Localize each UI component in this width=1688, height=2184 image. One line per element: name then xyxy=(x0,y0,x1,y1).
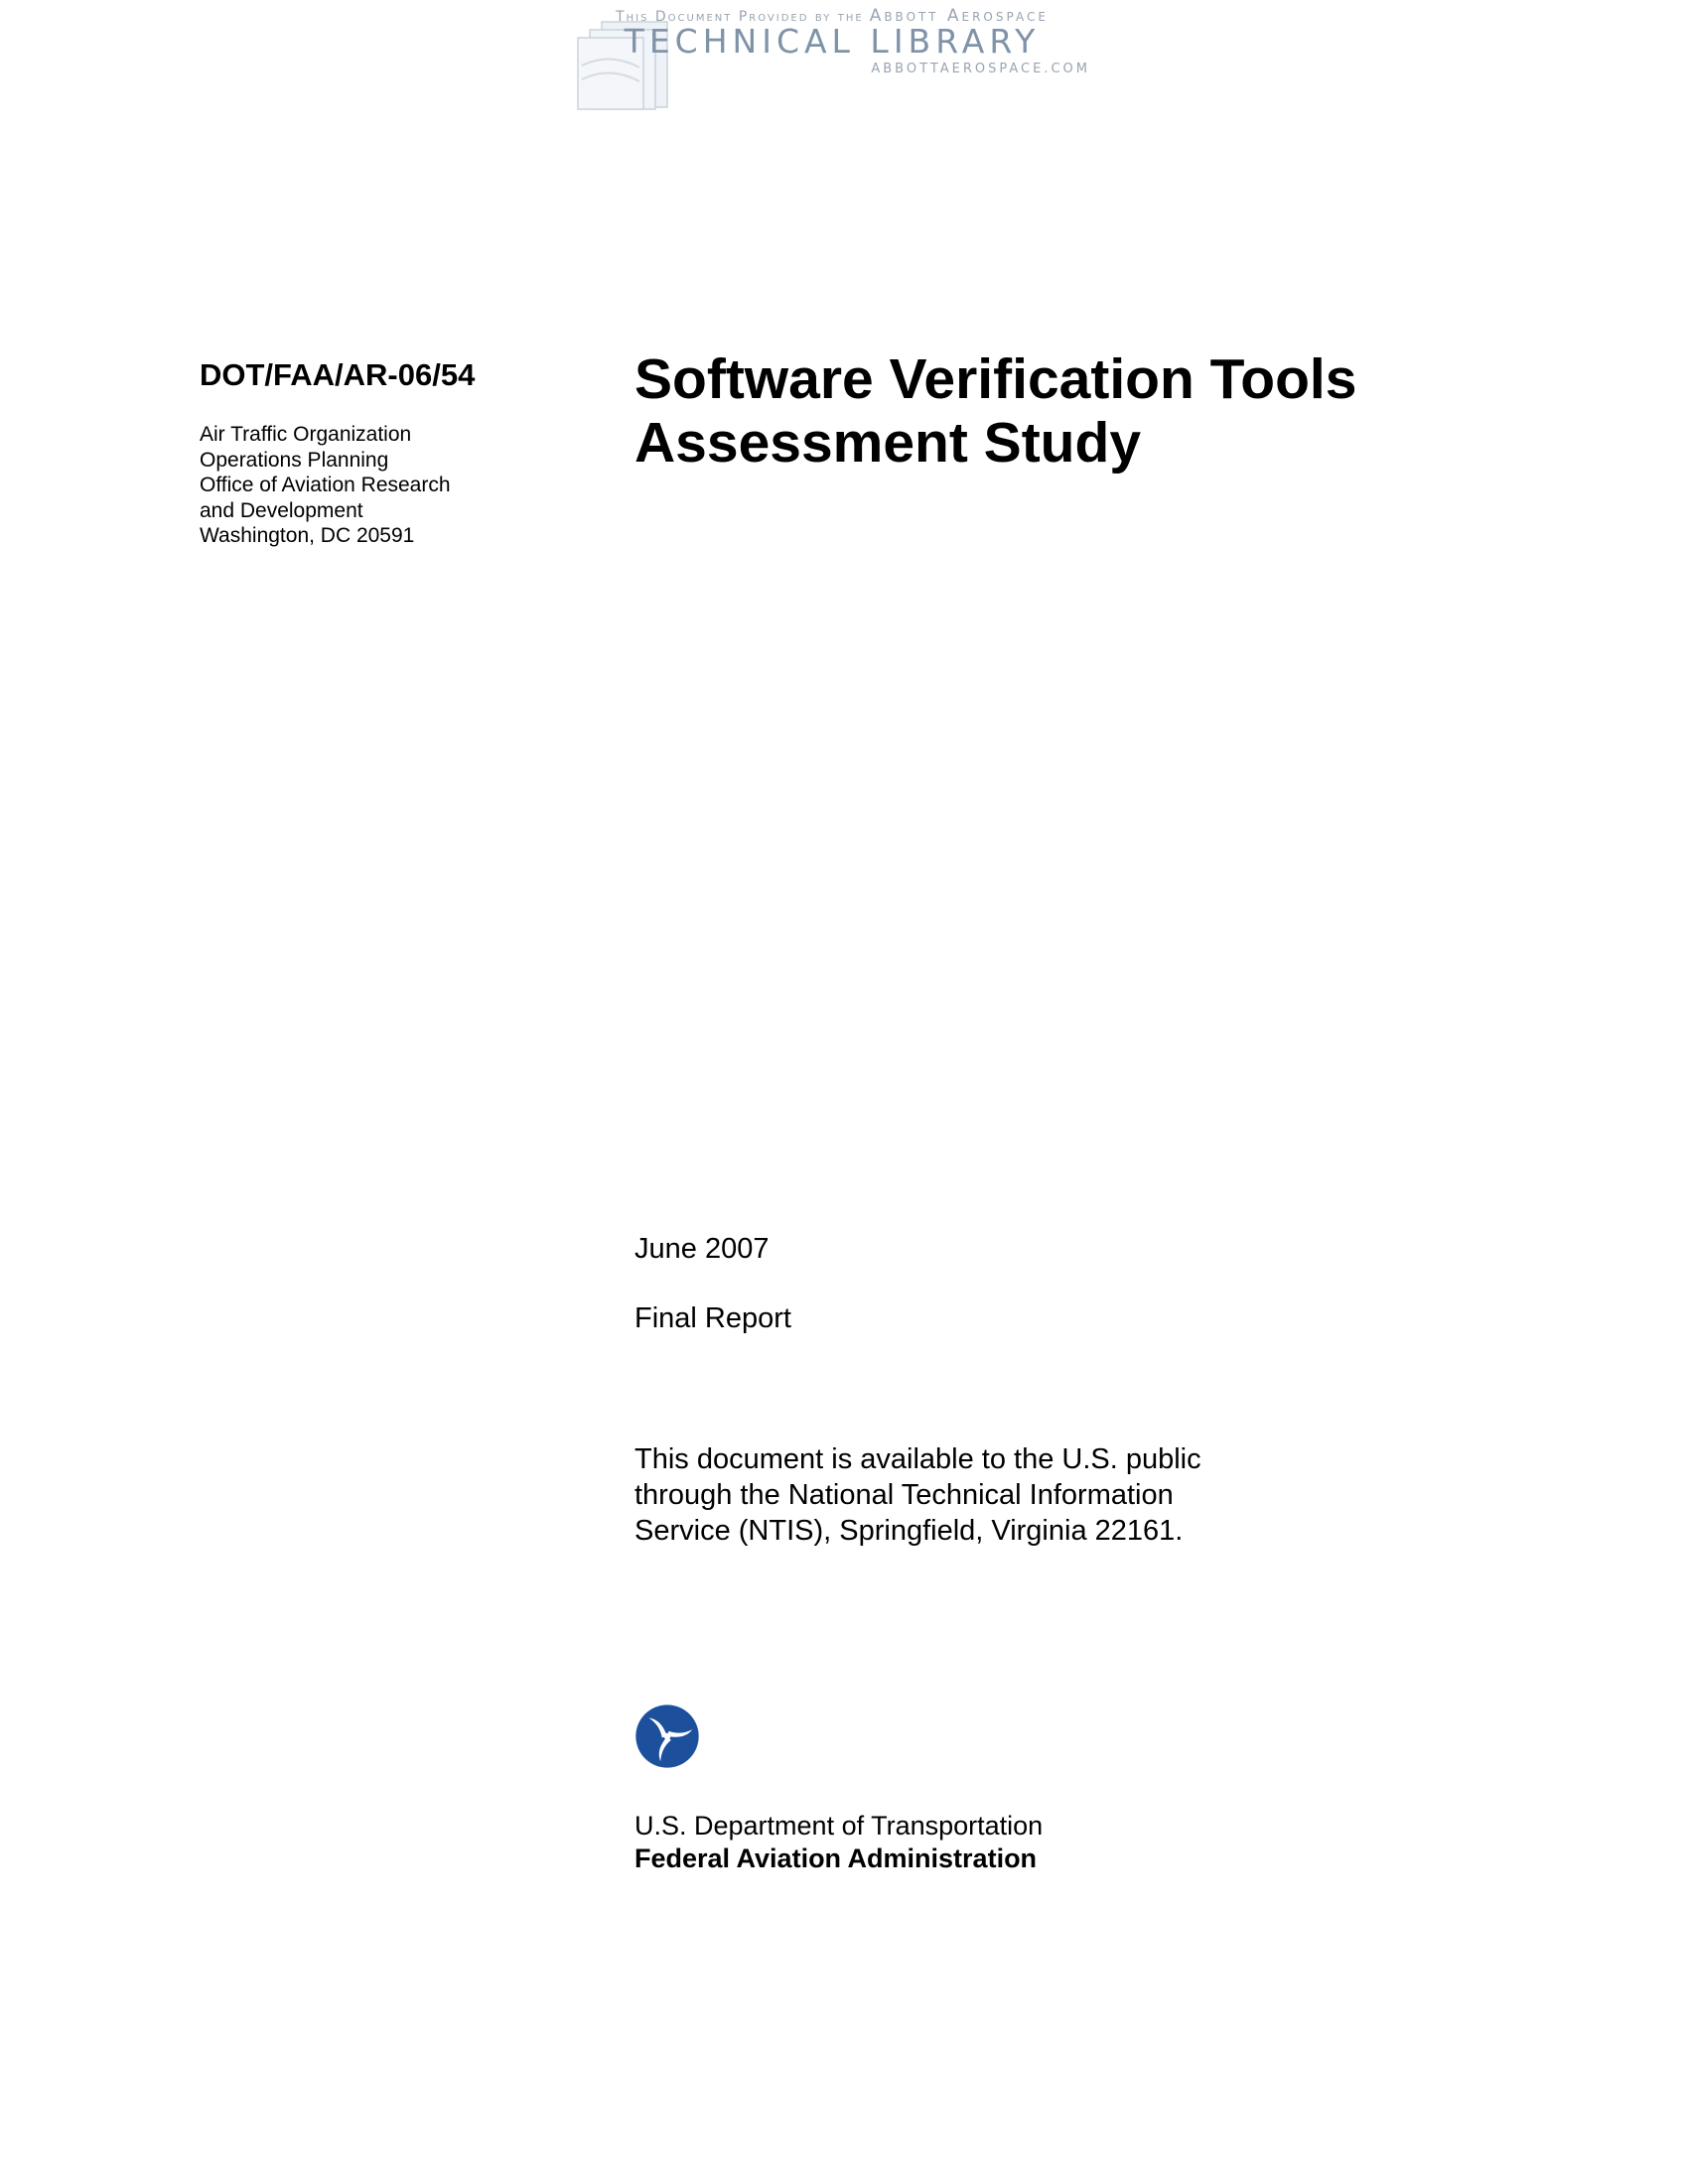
watermark-header xyxy=(574,4,1090,115)
report-number: DOT/FAA/AR-06/54 xyxy=(200,357,476,392)
organization-line: Operations Planning xyxy=(200,448,389,472)
watermark-prefix: This Document Provided by the xyxy=(616,9,864,25)
watermark-url: ABBOTTAEROSPACE.COM xyxy=(871,62,1090,76)
report-title xyxy=(634,347,1356,475)
organization-line: Air Traffic Organization xyxy=(200,423,412,446)
title-line-2: Assessment Study xyxy=(634,411,1142,475)
watermark-brand: Abbott Aerospace xyxy=(869,6,1049,26)
availability-statement xyxy=(634,1441,1201,1549)
agency-department: U.S. Department of Transportation xyxy=(634,1811,1044,1841)
agency-block xyxy=(634,1810,1043,1875)
dot-triskelion-icon xyxy=(634,1704,700,1769)
availability-line: through the National Technical Information xyxy=(634,1479,1174,1511)
organization-line: Office of Aviation Research xyxy=(200,474,451,496)
report-type: Final Report xyxy=(634,1302,791,1334)
availability-line: This document is available to the U.S. public xyxy=(634,1443,1201,1475)
agency-administration: Federal Aviation Administration xyxy=(634,1843,1038,1873)
organization-address xyxy=(200,422,451,549)
title-line-1: Software Verification Tools xyxy=(634,347,1357,411)
availability-line: Service (NTIS), Springfield, Virginia 22161. xyxy=(634,1515,1184,1547)
organization-line: and Development xyxy=(200,498,363,522)
report-date: June 2007 xyxy=(634,1233,770,1265)
watermark-title: TECHNICAL LIBRARY xyxy=(624,22,1041,61)
organization-line: Washington, DC 20591 xyxy=(200,524,415,547)
